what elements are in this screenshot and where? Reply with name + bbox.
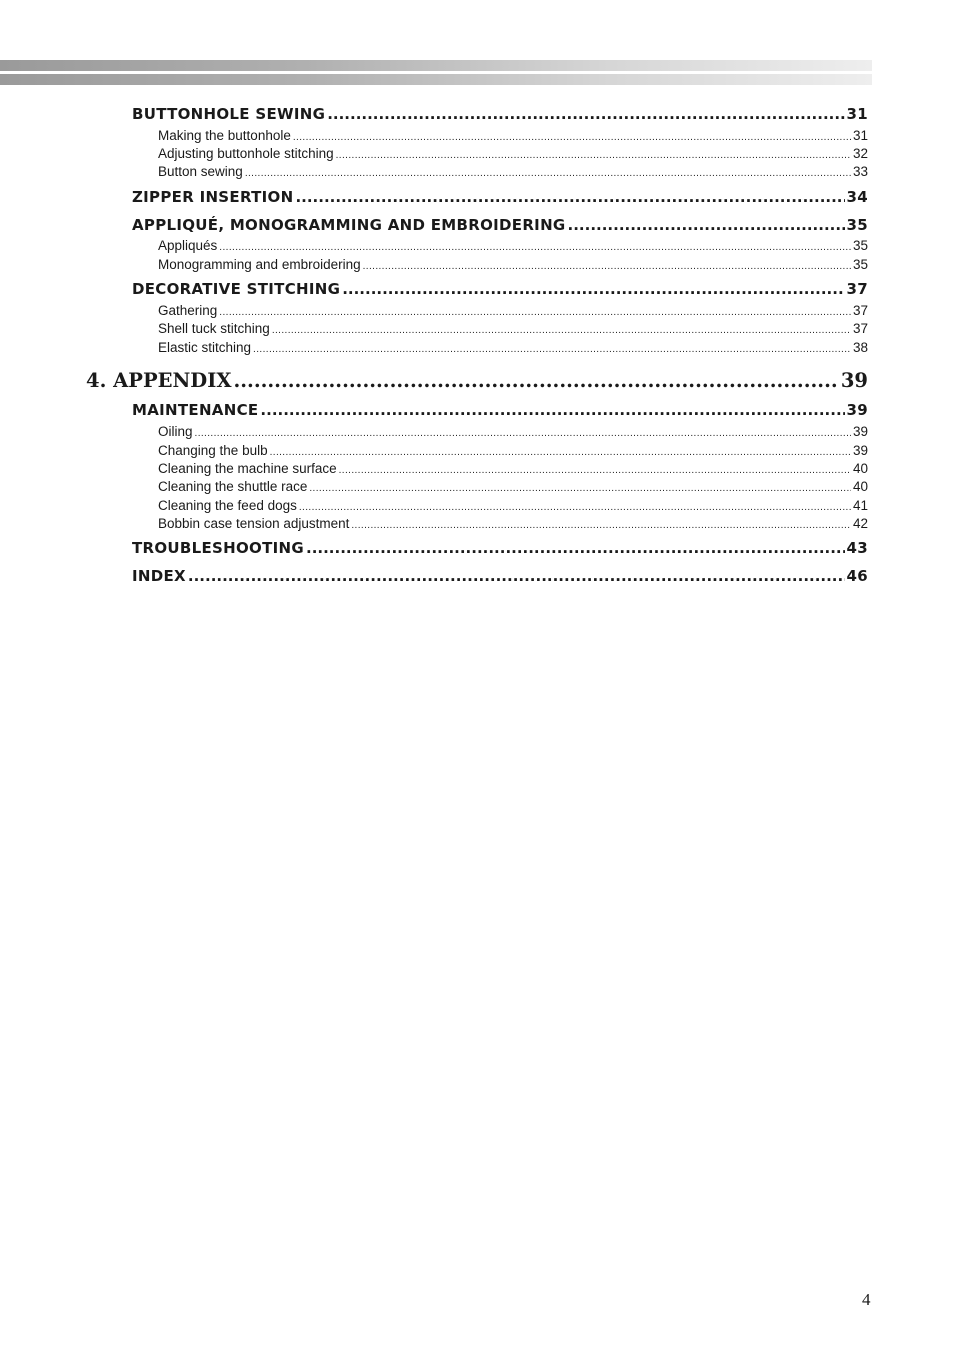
toc-entry-bobbin-tension[interactable] bbox=[158, 516, 868, 531]
toc-section-troubleshooting[interactable] bbox=[132, 539, 868, 557]
leader-dots bbox=[233, 369, 838, 392]
leader-dots bbox=[253, 344, 851, 355]
toc-label: Appliqués bbox=[158, 238, 218, 253]
header-bar-bottom bbox=[0, 74, 872, 85]
toc-label: Bobbin case tension adjustment bbox=[158, 516, 350, 531]
toc-entry-shell-tuck[interactable] bbox=[158, 321, 868, 336]
toc-label: Gathering bbox=[158, 303, 218, 318]
toc-page: 46 bbox=[846, 567, 868, 585]
toc-label: APPLIQUÉ, MONOGRAMMING AND EMBROIDERING bbox=[132, 216, 566, 234]
toc-section-applique[interactable] bbox=[132, 216, 868, 234]
toc-label: Cleaning the shuttle race bbox=[158, 479, 308, 494]
leader-dots bbox=[272, 325, 851, 336]
toc-section-decorative-stitching[interactable] bbox=[132, 280, 868, 298]
toc-entry-making-buttonhole[interactable] bbox=[158, 128, 868, 143]
toc-label: Oiling bbox=[158, 424, 193, 439]
toc-page: 40 bbox=[852, 479, 868, 494]
toc-page: 43 bbox=[846, 539, 868, 557]
toc-entry-monogramming[interactable] bbox=[158, 257, 868, 272]
header-bar-top bbox=[0, 60, 872, 71]
leader-dots bbox=[339, 465, 851, 476]
toc-entry-appliques[interactable] bbox=[158, 238, 868, 253]
toc-page: 35 bbox=[852, 257, 868, 272]
toc-entry-adjusting-buttonhole[interactable] bbox=[158, 146, 868, 161]
leader-dots bbox=[363, 261, 851, 272]
toc-page: 31 bbox=[852, 128, 868, 143]
toc-section-buttonhole-sewing[interactable] bbox=[132, 105, 868, 123]
leader-dots bbox=[327, 105, 844, 123]
toc-page: 37 bbox=[846, 280, 868, 298]
toc-chapter-appendix[interactable] bbox=[86, 369, 868, 392]
toc-label: DECORATIVE STITCHING bbox=[132, 280, 341, 298]
leader-dots bbox=[195, 428, 851, 439]
leader-dots bbox=[270, 447, 851, 458]
leader-dots bbox=[260, 401, 844, 419]
toc-entry-oiling[interactable] bbox=[158, 424, 868, 439]
toc-page: 35 bbox=[846, 216, 868, 234]
toc-label: Button sewing bbox=[158, 164, 243, 179]
toc-label: Elastic stitching bbox=[158, 340, 252, 355]
toc-page: 33 bbox=[852, 164, 868, 179]
toc-label: Adjusting buttonhole stitching bbox=[158, 146, 334, 161]
toc-label: ZIPPER INSERTION bbox=[132, 188, 294, 206]
toc-page: 40 bbox=[852, 461, 868, 476]
page-number: 4 bbox=[862, 1290, 871, 1309]
toc-page: 32 bbox=[852, 146, 868, 161]
toc-page: 37 bbox=[852, 321, 868, 336]
toc-entry-elastic-stitching[interactable] bbox=[158, 340, 868, 355]
toc-section-index[interactable] bbox=[132, 567, 868, 585]
toc-page: 39 bbox=[852, 443, 868, 458]
leader-dots bbox=[299, 502, 851, 513]
toc-entry-changing-bulb[interactable] bbox=[158, 443, 868, 458]
leader-dots bbox=[188, 567, 845, 585]
toc-entry-cleaning-shuttle[interactable] bbox=[158, 479, 868, 494]
toc-page: 39 bbox=[840, 369, 868, 392]
leader-dots bbox=[306, 539, 845, 557]
leader-dots bbox=[309, 483, 851, 494]
leader-dots bbox=[245, 168, 851, 179]
toc-page: 41 bbox=[852, 498, 868, 513]
toc-page: 38 bbox=[852, 340, 868, 355]
leader-dots bbox=[568, 216, 845, 234]
leader-dots bbox=[219, 242, 851, 253]
toc-entry-button-sewing[interactable] bbox=[158, 164, 868, 179]
toc-label: MAINTENANCE bbox=[132, 401, 259, 419]
toc-page: 37 bbox=[852, 303, 868, 318]
toc-entry-cleaning-surface[interactable] bbox=[158, 461, 868, 476]
toc-label: Cleaning the machine surface bbox=[158, 461, 337, 476]
toc-page: 35 bbox=[852, 238, 868, 253]
toc-page: 31 bbox=[846, 105, 868, 123]
leader-dots bbox=[336, 150, 851, 161]
toc-label: Cleaning the feed dogs bbox=[158, 498, 297, 513]
toc-section-maintenance[interactable] bbox=[132, 401, 868, 419]
toc-label: Monogramming and embroidering bbox=[158, 257, 361, 272]
toc-label: TROUBLESHOOTING bbox=[132, 539, 304, 557]
leader-dots bbox=[293, 132, 851, 143]
toc-label: Changing the bulb bbox=[158, 443, 268, 458]
toc-label: 4. APPENDIX bbox=[86, 369, 232, 392]
toc-label: INDEX bbox=[132, 567, 186, 585]
toc-section-zipper-insertion[interactable] bbox=[132, 188, 868, 206]
toc-label: Making the buttonhole bbox=[158, 128, 291, 143]
toc-page: 39 bbox=[846, 401, 868, 419]
leader-dots bbox=[295, 188, 844, 206]
toc-page: 42 bbox=[852, 516, 868, 531]
toc-label: BUTTONHOLE SEWING bbox=[132, 105, 326, 123]
toc-entry-gathering[interactable] bbox=[158, 303, 868, 318]
toc-entry-cleaning-feed-dogs[interactable] bbox=[158, 498, 868, 513]
toc-page: 34 bbox=[846, 188, 868, 206]
leader-dots bbox=[219, 307, 851, 318]
toc-page: 39 bbox=[852, 424, 868, 439]
leader-dots bbox=[342, 280, 844, 298]
toc-label: Shell tuck stitching bbox=[158, 321, 270, 336]
leader-dots bbox=[351, 520, 851, 531]
